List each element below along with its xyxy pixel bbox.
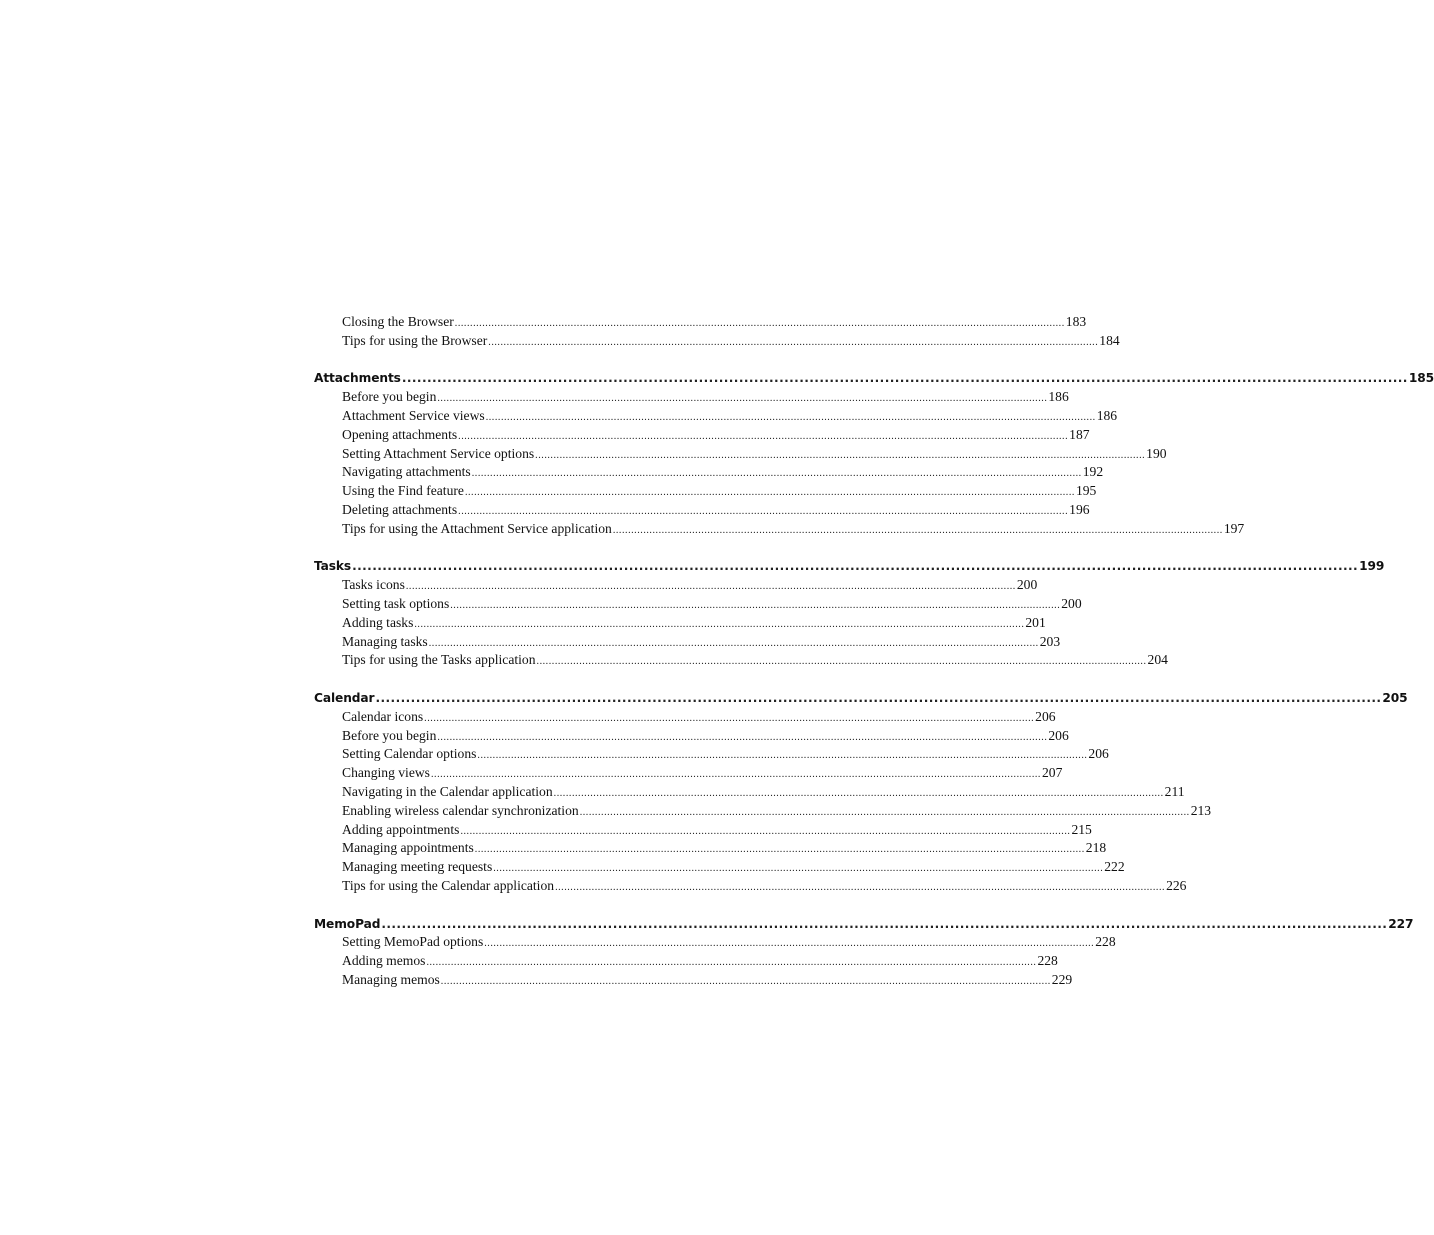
toc-entry-title: Managing memos xyxy=(342,971,440,987)
table-of-contents xyxy=(314,313,1434,1008)
toc-entry[interactable] xyxy=(314,426,1090,445)
toc-entry[interactable] xyxy=(314,821,1092,840)
toc-entry-title: Deleting attachments xyxy=(342,501,458,517)
toc-entry-page: 222 xyxy=(1104,859,1125,875)
toc-entry[interactable] xyxy=(314,783,1185,802)
toc-entry-page: 197 xyxy=(1223,520,1245,536)
toc-entry[interactable] xyxy=(314,633,1061,652)
dot-leader: ........................................................................................................................................................................................................ xyxy=(440,975,1051,987)
dot-leader: ........................................................................................................................................................................................................ xyxy=(426,957,1037,969)
dot-leader: ........................................................................................................................................................................................................ xyxy=(493,863,1104,875)
toc-section-page: 185 xyxy=(1408,371,1434,386)
toc-entry-title: Managing appointments xyxy=(342,840,474,856)
toc-entry[interactable] xyxy=(314,971,1073,990)
toc-entry[interactable] xyxy=(314,933,1116,952)
toc-entry-page: 204 xyxy=(1147,652,1168,668)
dot-leader: ........................................................................................................................................................................................................ xyxy=(458,430,1069,442)
dot-leader: ........................................................................................................................................................................................................ xyxy=(352,559,1359,574)
toc-entry-title: Setting Attachment Service options xyxy=(342,445,535,461)
dot-leader: ........................................................................................................................................................................................................ xyxy=(553,787,1164,799)
dot-leader: ........................................................................................................................................................................................................ xyxy=(484,938,1095,950)
toc-entry-title: Tips for using the Browser xyxy=(342,332,488,348)
toc-section-heading[interactable] xyxy=(314,369,1434,388)
toc-entry-page: 183 xyxy=(1065,314,1087,329)
toc-entry[interactable] xyxy=(314,708,1056,727)
toc-section-calendar xyxy=(314,689,1408,896)
toc-entry[interactable] xyxy=(314,952,1058,971)
toc-entry-page: 226 xyxy=(1166,877,1187,893)
toc-entry-title: Navigating in the Calendar application xyxy=(342,783,553,799)
toc-entry-page: 192 xyxy=(1082,464,1104,480)
toc-entry-title: Using the Find feature xyxy=(342,483,464,499)
toc-entry-title: Tips for using the Attachment Service application xyxy=(342,520,612,536)
toc-entry[interactable] xyxy=(314,839,1107,858)
toc-entry-page: 206 xyxy=(1088,746,1109,762)
toc-entry[interactable] xyxy=(314,802,1212,821)
dot-leader: ........................................................................................................................................................................................................ xyxy=(405,581,1016,593)
toc-entry-page: 211 xyxy=(1164,783,1185,799)
dot-leader: ........................................................................................................................................................................................................ xyxy=(458,505,1069,517)
toc-entry-title: Navigating attachments xyxy=(342,464,471,480)
toc-section-page: 205 xyxy=(1382,690,1408,705)
toc-section-attachments xyxy=(314,369,1434,538)
toc-entry-page: 196 xyxy=(1069,501,1090,517)
toc-entry-page: 200 xyxy=(1061,595,1082,611)
toc-entry-title: Adding tasks xyxy=(342,614,414,630)
toc-entry[interactable] xyxy=(314,877,1187,896)
toc-entry-page: 200 xyxy=(1016,577,1038,593)
dot-leader: ........................................................................................................................................................................................................ xyxy=(464,487,1075,499)
toc-entry-page: 195 xyxy=(1075,483,1097,499)
toc-entry-title: Managing tasks xyxy=(342,633,428,649)
toc-entry-page: 207 xyxy=(1041,765,1063,781)
toc-entry-title: Tasks icons xyxy=(342,577,405,593)
toc-entry[interactable] xyxy=(314,520,1245,539)
dot-leader: ........................................................................................................................................................................................................ xyxy=(579,806,1190,818)
dot-leader: ........................................................................................................................................................................................................ xyxy=(474,844,1085,856)
dot-leader: ........................................................................................................................................................................................................ xyxy=(437,393,1048,405)
dot-leader: ........................................................................................................................................................................................................ xyxy=(612,524,1223,536)
toc-entry-page: 206 xyxy=(1048,727,1069,743)
toc-entry-page: 190 xyxy=(1146,445,1167,461)
toc-entry-title: Changing views xyxy=(342,765,430,781)
toc-entry-page: 229 xyxy=(1051,971,1073,987)
toc-entry-title: Enabling wireless calendar synchronization xyxy=(342,802,579,818)
toc-entry[interactable] xyxy=(314,858,1125,877)
toc-entry-page: 218 xyxy=(1085,840,1107,856)
toc-entry-title: Closing the Browser xyxy=(342,314,454,329)
toc-entry-page: 187 xyxy=(1069,426,1090,442)
dot-leader: ........................................................................................................................................................................................................ xyxy=(375,690,1382,705)
toc-entry-title: Setting Calendar options xyxy=(342,746,477,762)
toc-section-title: Calendar xyxy=(314,690,375,705)
toc-section-page: 227 xyxy=(1388,916,1414,931)
toc-entry-page: 206 xyxy=(1035,708,1056,724)
toc-section-title: Attachments xyxy=(314,371,401,386)
dot-leader: ........................................................................................................................................................................................................ xyxy=(471,468,1082,480)
toc-entry[interactable] xyxy=(314,576,1038,595)
dot-leader: ........................................................................................................................................................................................................ xyxy=(536,656,1147,668)
toc-section-memopad xyxy=(314,915,1414,990)
toc-entry-page: 228 xyxy=(1037,953,1058,969)
toc-section-page: 199 xyxy=(1359,559,1385,574)
dot-leader: ........................................................................................................................................................................................................ xyxy=(555,881,1166,893)
toc-entry[interactable] xyxy=(314,407,1118,426)
toc-entry-title: Tips for using the Calendar application xyxy=(342,877,555,893)
toc-entry-title: Setting MemoPad options xyxy=(342,934,484,950)
toc-entry-title: Adding appointments xyxy=(342,821,460,837)
toc-entry-page: 186 xyxy=(1048,389,1069,405)
toc-entry-title: Opening attachments xyxy=(342,426,458,442)
dot-leader: ........................................................................................................................................................................................................ xyxy=(430,769,1041,781)
toc-entry[interactable] xyxy=(314,745,1109,764)
dot-leader: ........................................................................................................................................................................................................ xyxy=(437,731,1048,743)
toc-entry[interactable] xyxy=(314,388,1069,407)
dot-leader: ........................................................................................................................................................................................................ xyxy=(381,916,1388,931)
toc-entry[interactable] xyxy=(314,595,1082,614)
toc-entry-page: 186 xyxy=(1096,407,1118,423)
toc-entry-title: Managing meeting requests xyxy=(342,859,493,875)
toc-entry-title: Before you begin xyxy=(342,389,437,405)
toc-entry[interactable] xyxy=(314,445,1167,464)
toc-entry-title: Tips for using the Tasks application xyxy=(342,652,536,668)
toc-entry-title: Before you begin xyxy=(342,727,437,743)
toc-entry[interactable] xyxy=(314,463,1104,482)
dot-leader: ........................................................................................................................................................................................................ xyxy=(488,336,1099,348)
toc-section-tasks xyxy=(314,557,1385,670)
toc-entry-title: Adding memos xyxy=(342,953,426,969)
toc-entry[interactable] xyxy=(314,313,1087,332)
dot-leader: ........................................................................................................................................................................................................ xyxy=(414,618,1025,630)
dot-leader: ........................................................................................................................................................................................................ xyxy=(535,449,1146,461)
toc-section-heading[interactable] xyxy=(314,689,1408,708)
dot-leader: ........................................................................................................................................................................................................ xyxy=(454,318,1065,329)
dot-leader: ........................................................................................................................................................................................................ xyxy=(450,599,1061,611)
toc-entry[interactable] xyxy=(314,614,1046,633)
toc-section-heading[interactable] xyxy=(314,915,1414,934)
toc-entry[interactable] xyxy=(314,651,1168,670)
dot-leader: ........................................................................................................................................................................................................ xyxy=(428,637,1039,649)
toc-entry-page: 184 xyxy=(1099,332,1120,348)
toc-entry-page: 228 xyxy=(1095,934,1116,950)
toc-entry-page: 213 xyxy=(1190,802,1212,818)
toc-entry[interactable] xyxy=(314,482,1097,501)
toc-entry-page: 201 xyxy=(1025,614,1046,630)
dot-leader: ........................................................................................................................................................................................................ xyxy=(485,411,1096,423)
toc-entry[interactable] xyxy=(314,501,1090,520)
dot-leader: ........................................................................................................................................................................................................ xyxy=(460,825,1071,837)
toc-entry[interactable] xyxy=(314,727,1069,746)
toc-entry-page: 215 xyxy=(1071,821,1092,837)
toc-entry-title: Attachment Service views xyxy=(342,407,485,423)
toc-entry[interactable] xyxy=(314,332,1120,351)
dot-leader: ........................................................................................................................................................................................................ xyxy=(424,712,1035,724)
toc-section-title: Tasks xyxy=(314,559,352,574)
toc-lead-group xyxy=(314,313,1120,351)
toc-entry-page: 203 xyxy=(1039,633,1061,649)
toc-section-heading[interactable] xyxy=(314,557,1385,576)
toc-entry[interactable] xyxy=(314,764,1063,783)
toc-section-title: MemoPad xyxy=(314,916,381,931)
toc-entry-title: Calendar icons xyxy=(342,708,424,724)
dot-leader: ........................................................................................................................................................................................................ xyxy=(401,371,1408,386)
dot-leader: ........................................................................................................................................................................................................ xyxy=(477,750,1088,762)
toc-entry-title: Setting task options xyxy=(342,595,450,611)
